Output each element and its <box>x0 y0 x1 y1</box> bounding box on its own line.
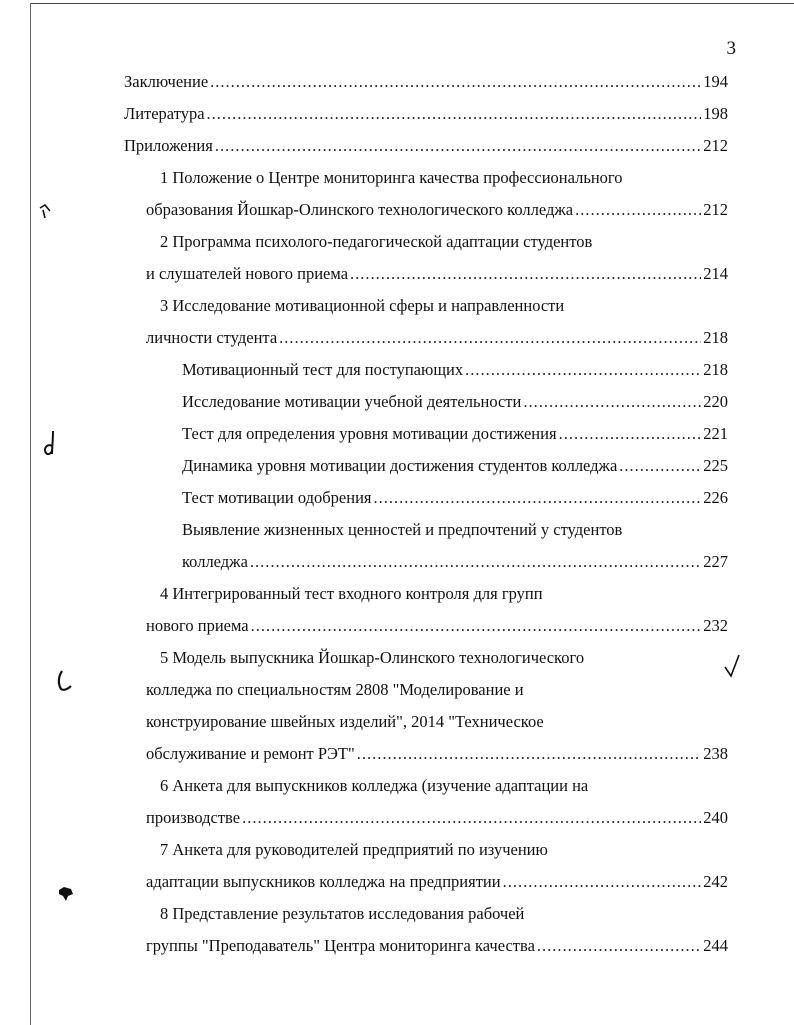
toc-entry: колледжа ..... 227 <box>182 552 728 572</box>
toc-entry: и слушателей нового приема ..... 214 <box>146 264 728 284</box>
toc-entry: адаптации выпускников колледжа на предприятии ..... 242 <box>146 872 728 892</box>
toc-entry: Тест мотивации одобрения ..... 226 <box>182 488 728 508</box>
toc-entry: нового приема ..... 232 <box>146 616 728 636</box>
toc-entry: Динамика уровня мотивации достижения студентов колледжа ..... 225 <box>182 456 728 476</box>
toc-entry-heading: 3 Исследование мотивационной сферы и направленности <box>160 296 565 315</box>
handwritten-mark <box>40 428 62 458</box>
page-number: 3 <box>726 38 736 59</box>
toc-entry: Тест для определения уровня мотивации достижения ..... 221 <box>182 424 728 444</box>
handwritten-checkmark <box>722 652 744 680</box>
toc-entry: Приложения ..... 212 <box>124 136 728 156</box>
toc-entry-heading: колледжа по специальностям 2808 "Моделирование и <box>146 680 524 699</box>
toc-entry-heading: 7 Анкета для руководителей предприятий по изучению <box>160 840 548 859</box>
toc-entry-heading: 5 Модель выпускника Йошкар-Олинского технологического <box>160 648 585 667</box>
toc-entry: Исследование мотивации учебной деятельности ..... 220 <box>182 392 728 412</box>
page-border-top <box>30 3 794 4</box>
toc-entry-heading: 2 Программа психолого-педагогической адаптации студентов <box>160 232 593 251</box>
toc-entry-heading: 6 Анкета для выпускников колледжа (изучение адаптации на <box>160 776 589 795</box>
handwritten-mark <box>54 668 76 694</box>
toc-entry: Мотивационный тест для поступающих ..... 218 <box>182 360 728 380</box>
toc-entry: группы "Преподаватель" Центра мониторинга качества ..... 244 <box>146 936 728 956</box>
toc-entry: личности студента ..... 218 <box>146 328 728 348</box>
toc-entry: Литература ..... 198 <box>124 104 728 124</box>
toc-entry-heading: 8 Представление результатов исследования рабочей <box>160 904 525 923</box>
ink-blot-mark <box>56 884 76 904</box>
toc-entry-heading: 1 Положение о Центре мониторинга качества профессионального <box>160 168 623 187</box>
toc-entry: производстве ..... 240 <box>146 808 728 828</box>
page-border-left <box>30 3 31 1025</box>
toc-entry: обслуживание и ремонт РЭТ" ..... 238 <box>146 744 728 764</box>
toc-entry-heading: 4 Интегрированный тест входного контроля для групп <box>160 584 543 603</box>
toc-entry-heading: Выявление жизненных ценностей и предпочтений у студентов <box>182 520 623 539</box>
handwritten-mark <box>36 202 54 222</box>
toc-entry-heading: конструирование швейных изделий", 2014 "Техническое <box>146 712 544 731</box>
toc-entry: образования Йошкар-Олинского технологического колледжа ..... 212 <box>146 200 728 220</box>
toc-entry: Заключение ..... 194 <box>124 72 728 92</box>
